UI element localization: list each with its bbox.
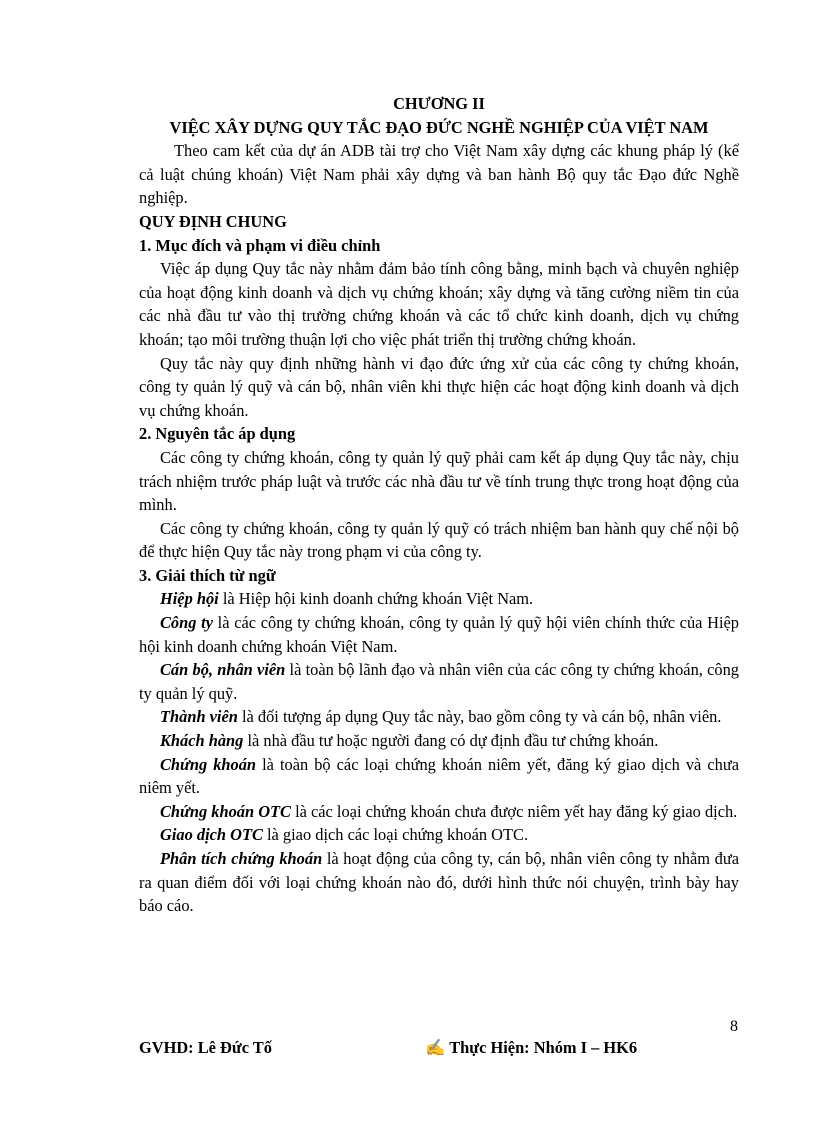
term-label: Hiệp hội	[160, 589, 219, 609]
s1-paragraph-2: Quy tắc này quy định những hành vi đạo đức ứng xử của các công ty chứng khoán, công ty quản lý quỹ và cán bộ, nhân viên khi thực hiện các hoạt động kinh doanh và dịch vụ chứng khoán.	[139, 353, 739, 420]
term-label: Khách hàng	[160, 731, 244, 751]
definition-chung-khoan-otc	[139, 800, 739, 824]
term-label: Chứng khoán OTC	[160, 801, 291, 821]
definition-can-bo	[139, 658, 739, 705]
term-definition: là các loại chứng khoán chưa được niêm yết hay đăng ký giao dịch.	[290, 801, 738, 821]
term-definition: là nhà đầu tư hoặc người đang có dự định đầu tư chứng khoán.	[243, 731, 659, 751]
term-definition: là Hiệp hội kinh doanh chứng khoán Việt Nam.	[218, 589, 534, 609]
footer-group	[425, 1038, 637, 1058]
definition-phan-tich	[139, 847, 739, 918]
s2-paragraph-1: Các công ty chứng khoán, công ty quản lý quỹ phải cam kết áp dụng Quy tắc này, chịu trách nhiệm trước pháp luật và trước các nhà đầu tư về tính trung thực trong hoạt động của mình.	[139, 447, 739, 515]
term-definition: là toàn bộ các loại chứng khoán niêm yết, đăng ký giao dịch và chưa niêm yết.	[139, 754, 739, 798]
s2-heading: 2. Nguyên tắc áp dụng	[139, 424, 296, 444]
term-definition: là toàn bộ lãnh đạo và nhân viên của các công ty chứng khoán, công ty quản lý quỹ.	[139, 660, 739, 703]
term-definition: là hoạt động của công ty, cán bộ, nhân viên công ty nhằm đưa ra quan điểm đối với loại chứng khoán nào đó, dưới hình thức nói chuyện, trình bày hay báo cáo.	[139, 849, 739, 916]
s2-paragraph-2: Các công ty chứng khoán, công ty quản lý quỹ có trách nhiệm ban hành quy chế nội bộ để thực hiện Quy tắc này trong phạm vi của công ty.	[139, 518, 739, 562]
instructor-label: GVHD: Lê Đức Tố	[139, 1038, 272, 1057]
term-label: Thành viên	[160, 707, 238, 727]
definition-thanh-vien	[139, 705, 739, 729]
term-definition: là giao dịch các loại chứng khoán OTC.	[262, 825, 529, 845]
definition-cong-ty	[139, 611, 739, 658]
document-body	[139, 92, 739, 918]
section-heading: QUY ĐỊNH CHUNG	[139, 211, 287, 231]
writing-hand-icon: ✍	[425, 1038, 446, 1057]
term-label: Công ty	[160, 613, 213, 633]
chapter-title: VIỆC XÂY DỰNG QUY TẮC ĐẠO ĐỨC NGHỀ NGHIỆP CỦA VIỆT NAM	[169, 117, 709, 137]
group-label: Thực Hiện: Nhóm I – HK6	[449, 1038, 638, 1057]
intro-paragraph: Theo cam kết của dự án ADB tài trợ cho Việt Nam xây dựng các khung pháp lý (kể cả luật chúng khoán) Việt Nam phải xây dựng và ban hành Bộ quy tắc Đạo đức Nghề nghiệp.	[139, 141, 739, 208]
s1-heading: 1. Mục đích và phạm vi điều chỉnh	[139, 235, 381, 255]
definition-khach-hang	[139, 729, 739, 753]
definition-chung-khoan	[139, 753, 739, 800]
term-definition: là các công ty chứng khoán, công ty quản lý quỹ hội viên chính thức của Hiệp hội kinh doanh chứng khoán Việt Nam.	[139, 613, 739, 656]
s3-heading: 3. Giải thích từ ngữ	[139, 565, 276, 585]
definition-giao-dich-otc	[139, 823, 739, 847]
term-definition: là đối tượng áp dụng Quy tắc này, bao gồm công ty và cán bộ, nhân viên.	[237, 707, 722, 727]
footer-instructor	[139, 1038, 272, 1058]
chapter-label: CHƯƠNG II	[393, 94, 485, 113]
term-label: Giao dịch OTC	[160, 825, 263, 845]
term-label: Phân tích chứng khoán	[160, 849, 323, 868]
term-label: Cán bộ, nhân viên	[160, 660, 286, 680]
term-label: Chứng khoán	[160, 754, 257, 774]
page-number: 8	[730, 1018, 738, 1035]
definition-hiep-hoi	[139, 587, 739, 611]
s1-paragraph-1: Việc áp dụng Quy tắc này nhằm đảm bảo tính công bằng, minh bạch và chuyên nghiệp của hoạt động kinh doanh và dịch vụ chứng khoán; xây dựng và tăng cường niềm tin của các nhà đầu tư vào thị trường chứng khoán và các tổ chức kinh doanh, dịch vụ chứng khoán; tạo môi trường thuận lợi cho việc phát triển thị trường chứng khoán.	[139, 259, 739, 349]
